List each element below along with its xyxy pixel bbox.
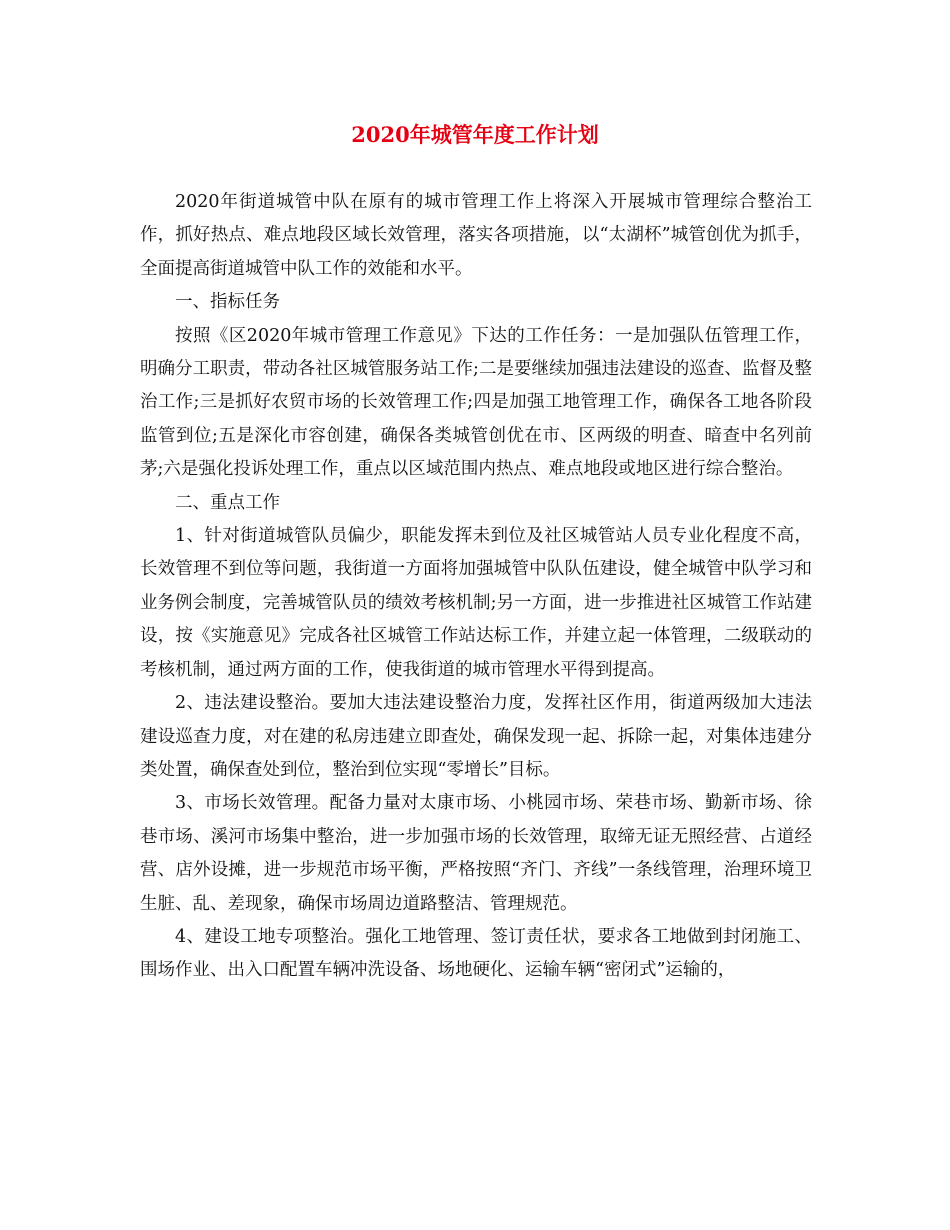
intro-paragraph: 2020年街道城管中队在原有的城市管理工作上将深入开展城市管理综合整治工作，抓好热点、难点地段区域长效管理，落实各项措施，以“太湖杯”城管创优为抓手，全面提高街道城管中队工作的效能和水平。 bbox=[140, 192, 812, 279]
document-body bbox=[140, 186, 812, 988]
key-work-item-4: 4、建设工地专项整治。强化工地管理、签订责任状，要求各工地做到封闭施工、围场作业、出入口配置车辆冲洗设备、场地硬化、运输车辆“密闭式”运输的， bbox=[140, 926, 812, 981]
document-title: 2020年城管年度工作计划 bbox=[351, 122, 599, 147]
section-heading-key-work: 二、重点工作 bbox=[175, 492, 280, 513]
key-work-item-2: 2、违法建设整治。要加大违法建设整治力度，发挥社区作用，街道两级加大违法建设巡查力度，对在建的私房违建立即查处，确保发现一起、拆除一起，对集体违建分类处置，确保查处到位，整治到位实现“零增长”目标。 bbox=[140, 693, 812, 780]
section-heading-targets: 一、指标任务 bbox=[175, 292, 280, 313]
targets-paragraph: 按照《区2020年城市管理工作意见》下达的工作任务：一是加强队伍管理工作，明确分工职责，带动各社区城管服务站工作;二是要继续加强违法建设的巡查、监督及整治工作;三是抓好农贸市场的长效管理工作;四是加强工地管理工作，确保各工地各阶段监管到位;五是深化市容创建，确保各类城管创优在市、区两级的明查、暗查中名列前茅;六是强化投诉处理工作，重点以区域范围内热点、难点地段或地区进行综合整治。 bbox=[140, 325, 812, 480]
key-work-item-1: 1、针对街道城管队员偏少，职能发挥未到位及社区城管站人员专业化程度不高，长效管理不到位等问题，我街道一方面将加强城管中队队伍建设，健全城管中队学习和业务例会制度，完善城管队员的绩效考核机制;另一方面，进一步推进社区城管工作站建设，按《实施意见》完成各社区城管工作站达标工作，并建立起一体管理，二级联动的考核机制，通过两方面的工作，使我街道的城市管理水平得到提高。 bbox=[140, 526, 812, 680]
key-work-item-3: 3、市场长效管理。配备力量对太康市场、小桃园市场、荣巷市场、勤新市场、徐巷市场、溪河市场集中整治，进一步加强市场的长效管理，取缔无证无照经营、占道经营、店外设摊，进一步规范市场平衡，严格按照“齐门、齐线”一条线管理，治理环境卫生脏、乱、差现象，确保市场周边道路整洁、管理规范。 bbox=[140, 793, 812, 914]
